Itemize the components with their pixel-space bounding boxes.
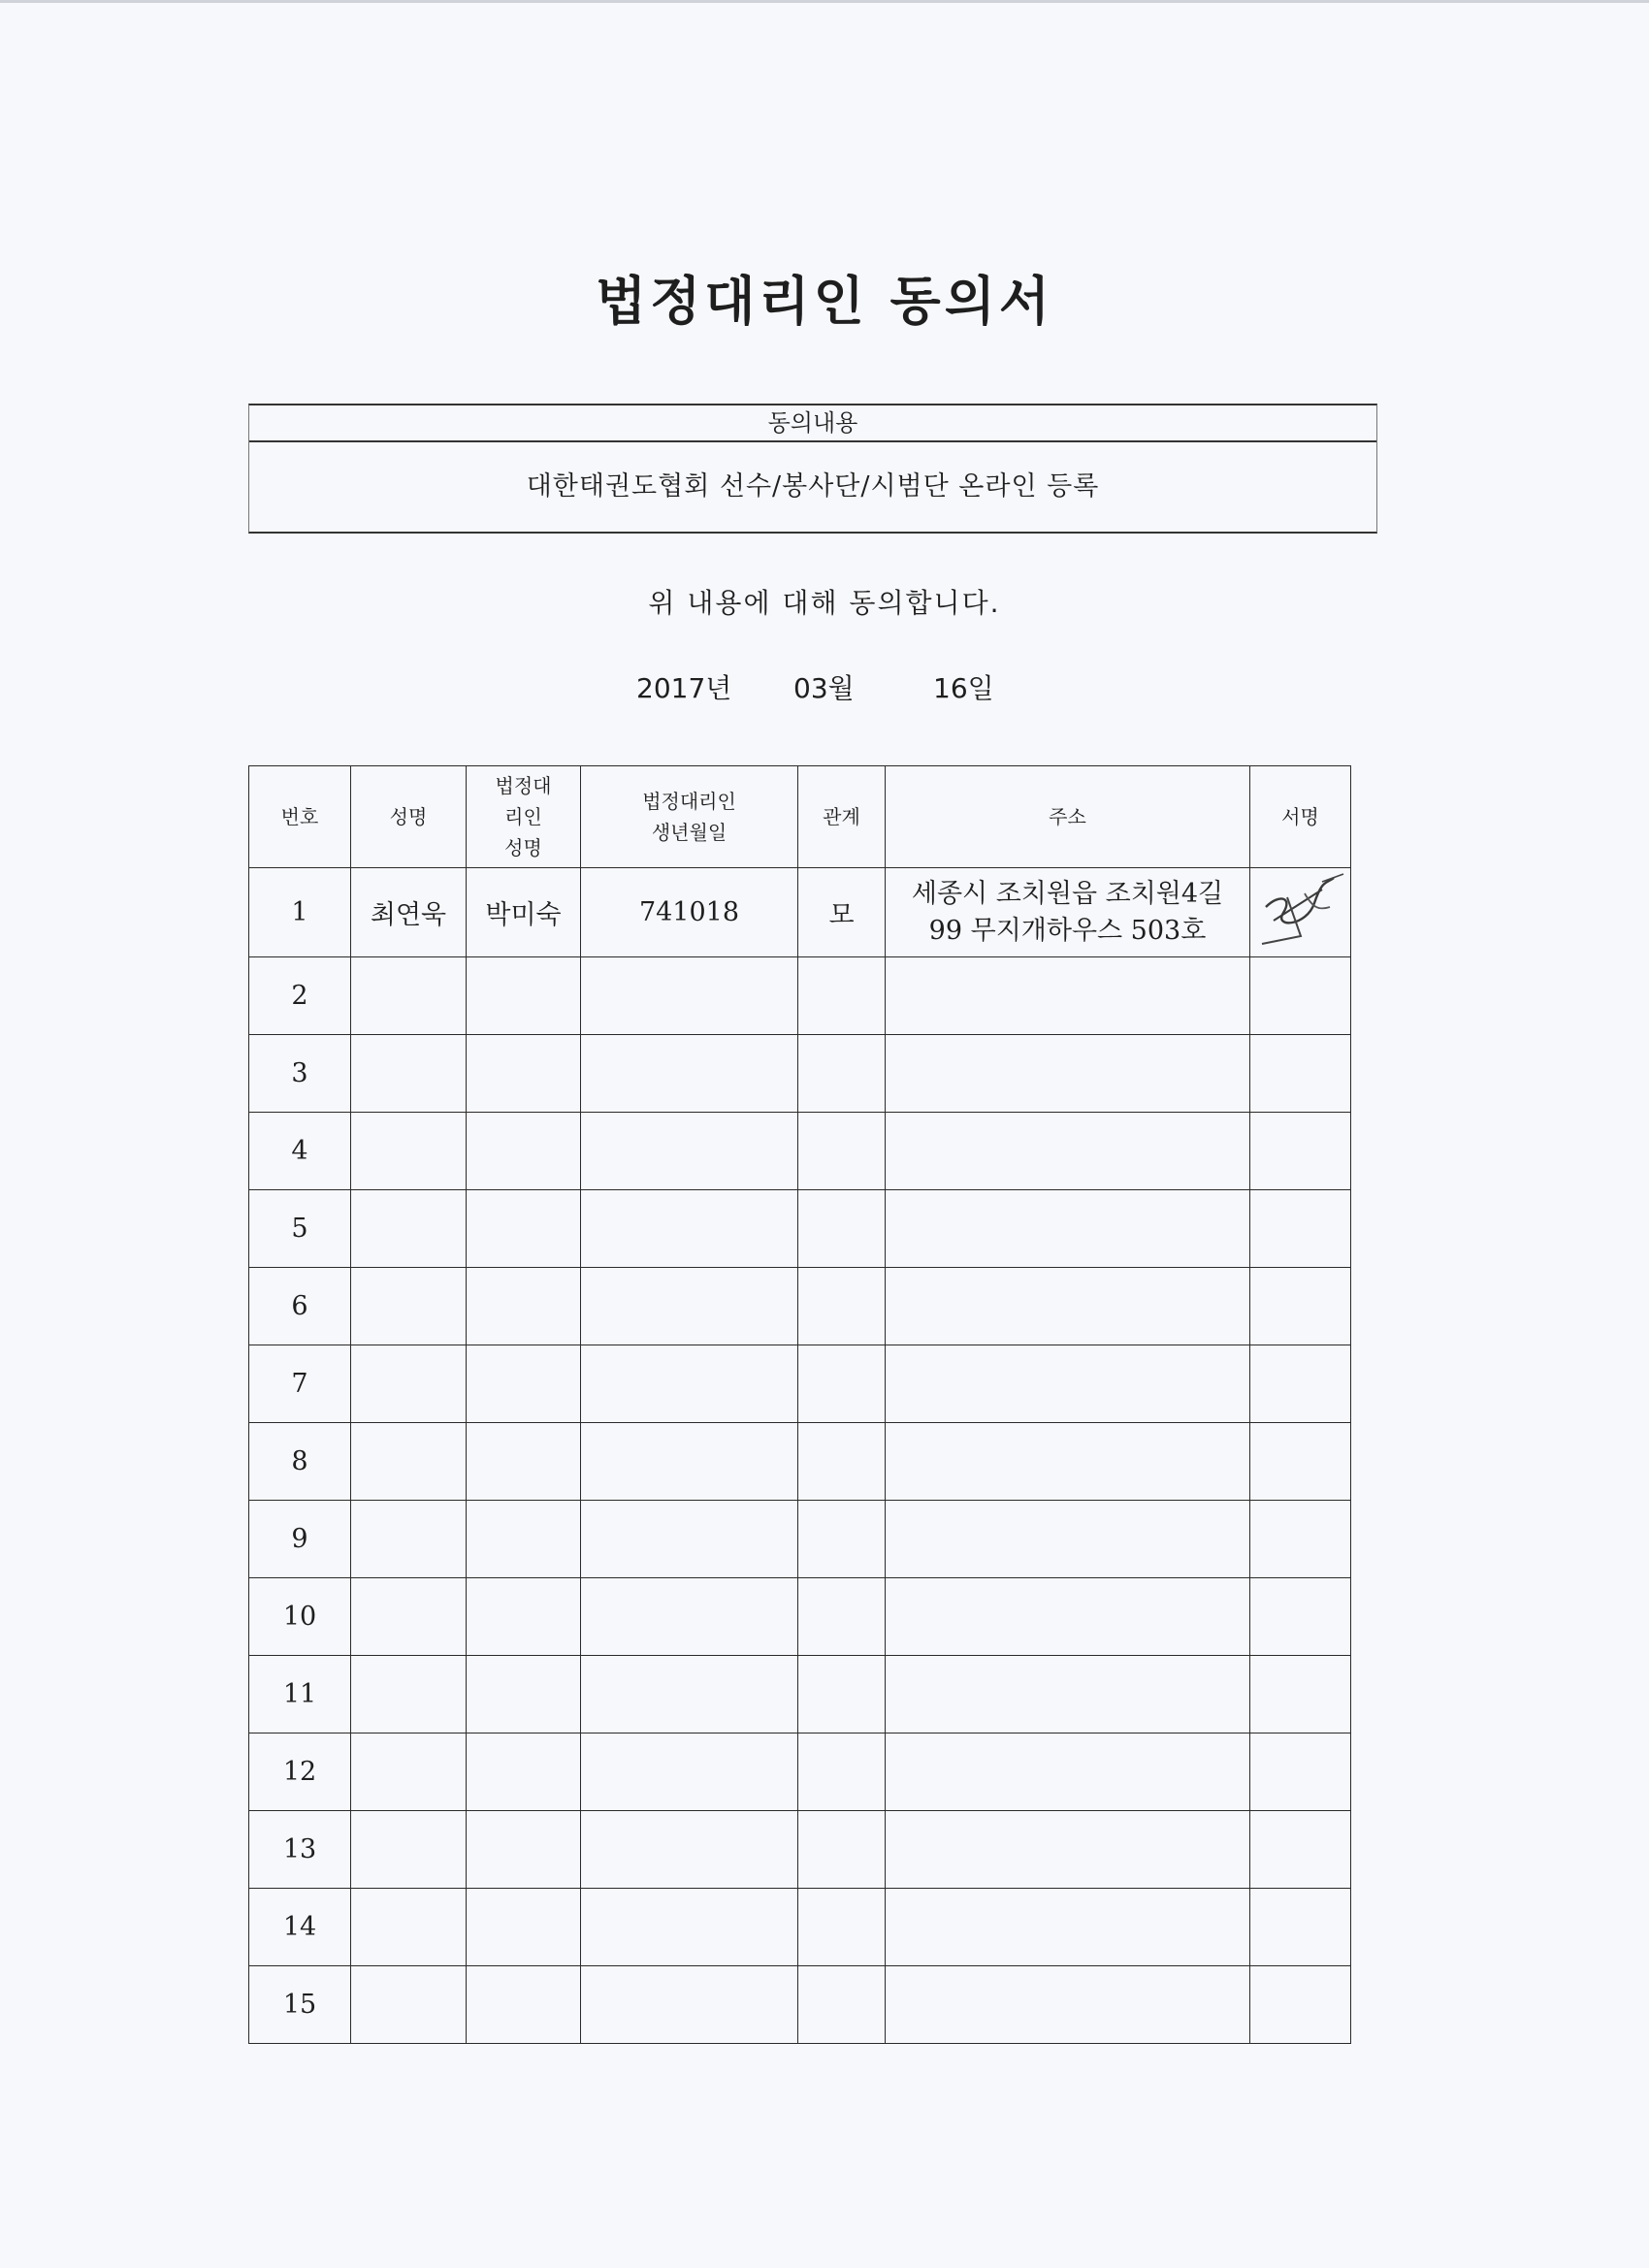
- row-relation: [798, 1578, 886, 1656]
- row-guardian-name: [467, 1578, 581, 1656]
- row-no: 14: [249, 1889, 351, 1966]
- row-address: [886, 1578, 1250, 1656]
- row-no: 15: [249, 1966, 351, 2044]
- row-address: [886, 1966, 1250, 2044]
- row-relation: [798, 1501, 886, 1578]
- header-no: 번호: [249, 766, 351, 868]
- row-no: 10: [249, 1578, 351, 1656]
- row-guardian-birth: [581, 1733, 798, 1811]
- row-no: 13: [249, 1811, 351, 1889]
- row-name: [351, 1966, 467, 2044]
- row-address: [886, 1423, 1250, 1501]
- row-name: [351, 957, 467, 1035]
- row-guardian-name: [467, 1889, 581, 1966]
- table-row: [249, 1268, 1351, 1345]
- row-guardian-name: [467, 1035, 581, 1113]
- row-guardian-name: [467, 1966, 581, 2044]
- header-guardian-birth-line1: 법정대리인: [642, 790, 736, 813]
- document-title: 법정대리인 동의서: [595, 271, 1054, 332]
- row-address: [886, 1035, 1250, 1113]
- header-guardian-name-line3: 성명: [504, 836, 542, 859]
- table-row: [249, 1733, 1351, 1811]
- scan-top-edge: [0, 0, 1649, 3]
- row-signature: [1250, 1113, 1351, 1190]
- row-name: [351, 1113, 467, 1190]
- row-relation: [798, 957, 886, 1035]
- row-signature: [1250, 1501, 1351, 1578]
- row-signature: [1250, 1889, 1351, 1966]
- consent-content-heading: 동의내용: [249, 405, 1376, 442]
- row-name: [351, 1190, 467, 1268]
- row-signature: [1250, 1811, 1351, 1889]
- row-guardian-name: [467, 1501, 581, 1578]
- row-relation: [798, 1190, 886, 1268]
- row-guardian-name: [467, 1190, 581, 1268]
- row-no: 3: [249, 1035, 351, 1113]
- row-guardian-birth: [581, 1656, 798, 1733]
- row-name: [351, 1733, 467, 1811]
- row-address: [886, 1733, 1250, 1811]
- row-signature: [1250, 1423, 1351, 1501]
- row-guardian-name: [467, 1423, 581, 1501]
- row-relation: 모: [798, 868, 886, 957]
- row-guardian-name: [467, 957, 581, 1035]
- table-header-row: [249, 766, 1351, 868]
- row-guardian-name: [467, 1113, 581, 1190]
- row-name: [351, 1501, 467, 1578]
- row-relation: [798, 1733, 886, 1811]
- row-name: 최연욱: [351, 868, 467, 957]
- row-address: [886, 1268, 1250, 1345]
- row-name: [351, 1345, 467, 1423]
- row-address: [886, 1345, 1250, 1423]
- row-guardian-name: [467, 1656, 581, 1733]
- row-guardian-birth: 741018: [581, 868, 798, 957]
- row-address: [886, 1889, 1250, 1966]
- row-relation: [798, 1268, 886, 1345]
- row-name: [351, 1656, 467, 1733]
- row-relation: [798, 1889, 886, 1966]
- header-guardian-name: [467, 766, 581, 868]
- row-guardian-birth: [581, 1113, 798, 1190]
- table-row: [249, 1966, 1351, 2044]
- row-no: 9: [249, 1501, 351, 1578]
- header-address: 주소: [886, 766, 1250, 868]
- row-guardian-birth: [581, 1345, 798, 1423]
- header-signature: 서명: [1250, 766, 1351, 868]
- row-name: [351, 1268, 467, 1345]
- header-guardian-birth-line2: 생년월일: [651, 821, 728, 844]
- row-relation: [798, 1035, 886, 1113]
- row-no: 5: [249, 1190, 351, 1268]
- row-address: [886, 1656, 1250, 1733]
- row-guardian-name: [467, 1268, 581, 1345]
- header-guardian-name-line2: 리인: [504, 805, 542, 828]
- table-row: [249, 868, 1351, 957]
- row-guardian-birth: [581, 1889, 798, 1966]
- row-guardian-birth: [581, 1423, 798, 1501]
- row-relation: [798, 1656, 886, 1733]
- row-name: [351, 1889, 467, 1966]
- guardian-consent-table: [248, 765, 1351, 2044]
- row-no: 12: [249, 1733, 351, 1811]
- row-signature: [1250, 1035, 1351, 1113]
- row-no: 8: [249, 1423, 351, 1501]
- consent-content-body: 대한태권도협회 선수/봉사단/시범단 온라인 등록: [526, 471, 1100, 502]
- table-row: [249, 1113, 1351, 1190]
- row-signature: [1250, 1578, 1351, 1656]
- row-address: [886, 1113, 1250, 1190]
- row-no: 11: [249, 1656, 351, 1733]
- row-guardian-birth: [581, 1501, 798, 1578]
- consent-content-box: [248, 404, 1377, 534]
- row-address: [886, 1811, 1250, 1889]
- date-month: 03월: [793, 672, 855, 704]
- row-signature: [1250, 1268, 1351, 1345]
- row-address-line2: 99 무지개하우스 503호: [928, 915, 1207, 946]
- row-guardian-birth: [581, 1578, 798, 1656]
- row-guardian-name: [467, 1811, 581, 1889]
- row-relation: [798, 1811, 886, 1889]
- row-name: [351, 1811, 467, 1889]
- handwritten-signature: [1254, 868, 1347, 950]
- date-year: 2017년: [636, 672, 732, 704]
- header-relation: 관계: [798, 766, 886, 868]
- row-guardian-birth: [581, 1966, 798, 2044]
- table-row: [249, 1423, 1351, 1501]
- row-name: [351, 1578, 467, 1656]
- table-row: [249, 1501, 1351, 1578]
- row-no: 7: [249, 1345, 351, 1423]
- row-guardian-birth: [581, 1268, 798, 1345]
- table-row: [249, 1345, 1351, 1423]
- row-guardian-birth: [581, 957, 798, 1035]
- row-address-line1: 세종시 조치원읍 조치원4길: [911, 878, 1224, 909]
- row-guardian-name: [467, 1733, 581, 1811]
- table-row: [249, 1035, 1351, 1113]
- row-guardian-birth: [581, 1811, 798, 1889]
- row-relation: [798, 1423, 886, 1501]
- row-name: [351, 1423, 467, 1501]
- header-name: 성명: [351, 766, 467, 868]
- row-signature: [1250, 957, 1351, 1035]
- table-row: [249, 957, 1351, 1035]
- row-relation: [798, 1966, 886, 2044]
- agreement-statement: 위 내용에 대해 동의합니다.: [648, 587, 1001, 619]
- row-signature: [1250, 1966, 1351, 2044]
- row-address: [886, 957, 1250, 1035]
- table-row: [249, 1578, 1351, 1656]
- row-address: [886, 1501, 1250, 1578]
- table-row: [249, 1656, 1351, 1733]
- row-address: [886, 868, 1250, 957]
- row-relation: [798, 1113, 886, 1190]
- header-guardian-birth: [581, 766, 798, 868]
- row-guardian-birth: [581, 1190, 798, 1268]
- table-row: [249, 1190, 1351, 1268]
- row-guardian-name: 박미숙: [467, 868, 581, 957]
- row-name: [351, 1035, 467, 1113]
- row-signature: [1250, 1656, 1351, 1733]
- row-signature: [1250, 868, 1351, 957]
- table-row: [249, 1889, 1351, 1966]
- table-row: [249, 1811, 1351, 1889]
- row-guardian-birth: [581, 1035, 798, 1113]
- row-signature: [1250, 1733, 1351, 1811]
- row-signature: [1250, 1190, 1351, 1268]
- date-day: 16일: [933, 672, 994, 704]
- row-no: 2: [249, 957, 351, 1035]
- row-signature: [1250, 1345, 1351, 1423]
- row-address: [886, 1190, 1250, 1268]
- header-guardian-name-line1: 법정대: [495, 774, 552, 797]
- row-no: 6: [249, 1268, 351, 1345]
- row-no: 1: [249, 868, 351, 957]
- row-relation: [798, 1345, 886, 1423]
- row-guardian-name: [467, 1345, 581, 1423]
- row-no: 4: [249, 1113, 351, 1190]
